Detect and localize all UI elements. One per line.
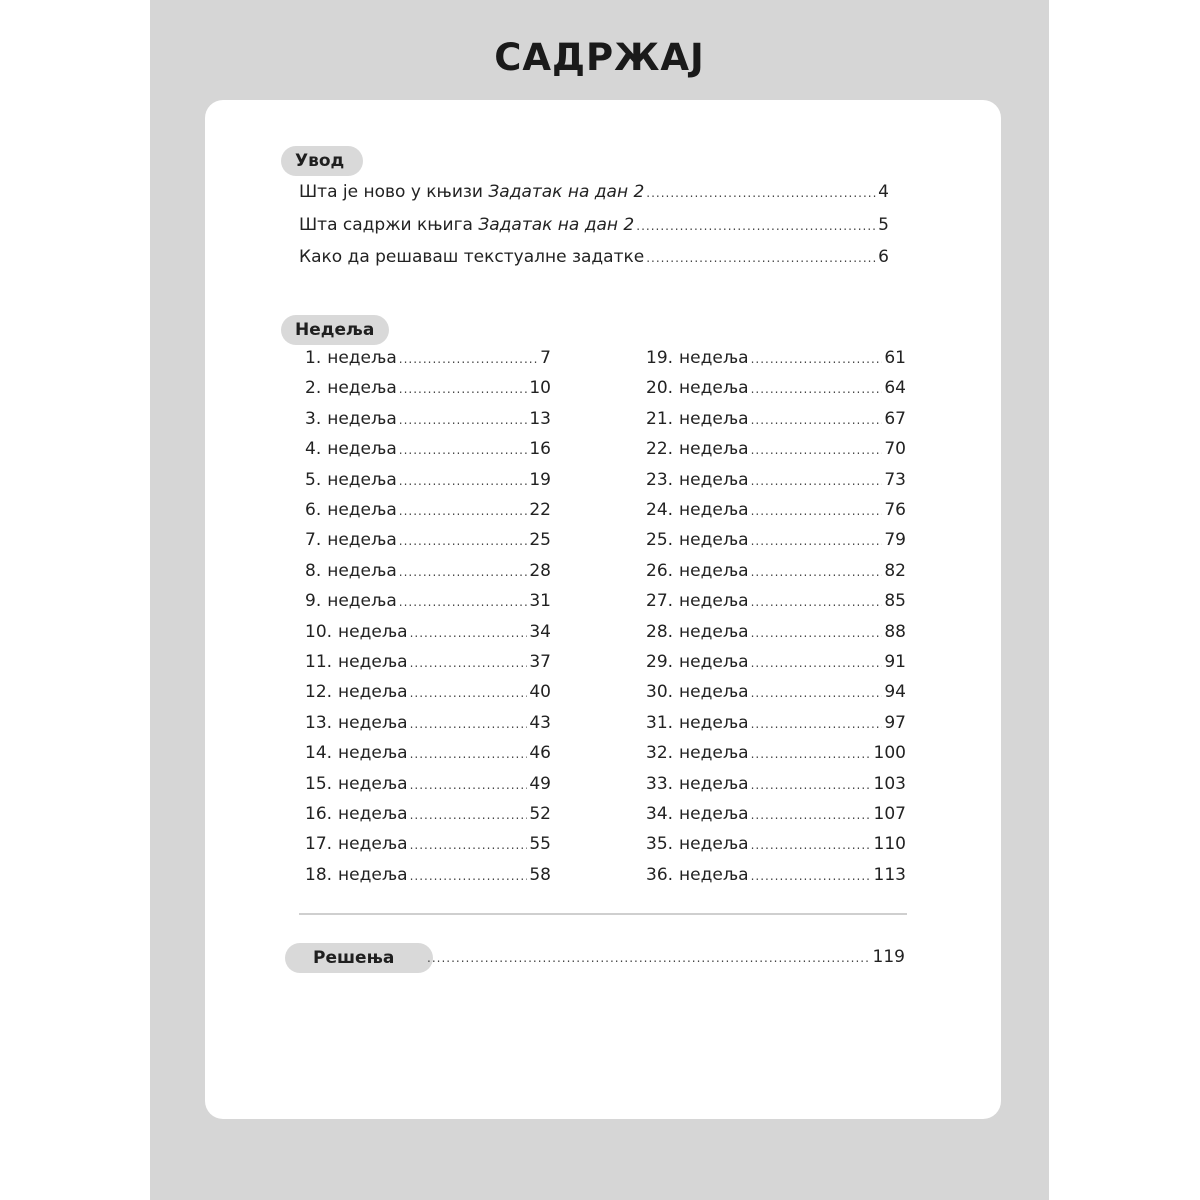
week-label: недеља (338, 864, 408, 885)
week-number: 20. (646, 378, 674, 399)
week-label: недеља (327, 408, 397, 429)
week-page: 70 (884, 439, 906, 460)
week-entry[interactable] (305, 348, 551, 378)
week-number: 16. (305, 804, 333, 824)
toc-entry-label: Како да решаваш текстуалне задатке (299, 247, 645, 267)
leader-dots (751, 352, 883, 366)
week-entry[interactable] (305, 743, 551, 773)
leader-dots (410, 869, 528, 883)
week-label: недеља (679, 378, 749, 399)
week-label: недеља (327, 560, 397, 581)
week-page: 22 (529, 500, 551, 520)
week-label: недеља (338, 773, 408, 794)
week-number: 26. (646, 560, 674, 581)
week-page: 55 (529, 834, 551, 855)
week-page: 13 (529, 408, 551, 429)
leader-dots (399, 595, 528, 609)
week-page: 61 (884, 348, 906, 368)
week-label: недеља (679, 500, 749, 520)
week-page: 73 (884, 469, 906, 490)
week-entry[interactable] (305, 713, 551, 743)
week-number: 14. (305, 743, 333, 764)
week-number: 28. (646, 621, 674, 642)
week-entry[interactable] (646, 500, 906, 530)
week-entry[interactable] (646, 530, 906, 560)
week-number: 7. (305, 530, 322, 551)
week-entry[interactable] (305, 409, 551, 439)
week-number: 5. (305, 469, 322, 490)
week-number: 29. (646, 652, 674, 672)
toc-entry[interactable] (299, 247, 889, 267)
week-label: недеља (327, 469, 397, 490)
week-label: недеља (338, 743, 408, 764)
week-label: недеља (679, 560, 749, 581)
leader-dots (751, 747, 872, 761)
week-number: 31. (646, 712, 674, 733)
week-entry[interactable] (646, 774, 906, 804)
contents-card (205, 100, 1001, 1119)
leader-dots (751, 382, 883, 396)
week-entry[interactable] (305, 439, 551, 469)
week-page: 67 (884, 408, 906, 429)
leader-dots (751, 808, 872, 822)
week-number: 3. (305, 408, 322, 429)
week-entry[interactable] (646, 470, 906, 500)
week-number: 22. (646, 439, 674, 460)
week-page: 113 (873, 864, 906, 885)
leader-dots (410, 838, 528, 852)
week-entry[interactable] (646, 622, 906, 652)
week-page: 49 (529, 773, 551, 794)
leader-dots (410, 686, 528, 700)
week-page: 91 (884, 652, 906, 672)
week-label: недеља (327, 348, 397, 368)
week-entry[interactable] (646, 652, 906, 682)
week-page: 76 (884, 500, 906, 520)
week-label: недеља (338, 834, 408, 855)
intro-heading: Увод (281, 146, 363, 176)
week-label: недеља (679, 652, 749, 672)
week-entry[interactable] (646, 865, 906, 895)
week-label: недеља (338, 804, 408, 824)
week-number: 33. (646, 773, 674, 794)
week-label: недеља (679, 469, 749, 490)
week-number: 2. (305, 378, 322, 399)
solutions-heading: Решења (285, 943, 433, 973)
book-page (150, 0, 1049, 1200)
leader-dots (751, 656, 883, 670)
leader-dots (410, 778, 528, 792)
toc-entry-label: Шта садржи књига Задатак на дан 2 (299, 215, 635, 235)
leader-dots (427, 951, 871, 965)
week-label: недеља (679, 682, 749, 703)
week-page: 82 (884, 560, 906, 581)
week-entry[interactable] (646, 378, 906, 408)
week-entry[interactable] (646, 713, 906, 743)
solutions-entry[interactable] (425, 947, 905, 967)
page-title: САДРЖАЈ (494, 36, 705, 79)
week-entry[interactable] (305, 500, 551, 530)
week-label: недеља (338, 621, 408, 642)
week-label: недеља (679, 743, 749, 764)
leader-dots (751, 626, 883, 640)
week-label: недеља (679, 834, 749, 855)
week-entry[interactable] (646, 561, 906, 591)
week-number: 4. (305, 439, 322, 460)
week-label: недеља (679, 773, 749, 794)
leader-dots (751, 565, 883, 579)
week-page: 97 (884, 712, 906, 733)
week-page: 58 (529, 864, 551, 885)
leader-dots (399, 443, 528, 457)
week-label: недеља (327, 500, 397, 520)
leader-dots (751, 534, 883, 548)
week-label: недеља (679, 864, 749, 885)
week-label: недеља (327, 439, 397, 460)
leader-dots (410, 626, 528, 640)
week-page: 16 (529, 439, 551, 460)
week-entry[interactable] (646, 804, 906, 834)
week-number: 9. (305, 591, 322, 612)
week-entry[interactable] (305, 652, 551, 682)
week-label: недеља (679, 804, 749, 824)
week-entry[interactable] (646, 682, 906, 712)
week-number: 30. (646, 682, 674, 703)
week-number: 8. (305, 560, 322, 581)
week-number: 36. (646, 864, 674, 885)
week-entry[interactable] (305, 865, 551, 895)
week-number: 13. (305, 712, 333, 733)
week-label: недеља (679, 348, 749, 368)
week-page: 52 (529, 804, 551, 824)
week-number: 11. (305, 652, 333, 672)
leader-dots (399, 474, 528, 488)
week-entry[interactable] (305, 834, 551, 864)
toc-entry-page: 5 (878, 215, 889, 235)
week-page: 28 (529, 560, 551, 581)
week-entry[interactable] (646, 439, 906, 469)
week-number: 23. (646, 469, 674, 490)
week-page: 46 (529, 743, 551, 764)
week-label: недеља (327, 530, 397, 551)
week-page: 94 (884, 682, 906, 703)
week-entry[interactable] (305, 561, 551, 591)
week-label: недеља (679, 439, 749, 460)
toc-entry-label: Шта је ново у књизи Задатак на дан 2 (299, 182, 645, 202)
week-number: 15. (305, 773, 333, 794)
week-page: 40 (529, 682, 551, 703)
toc-entry[interactable] (299, 215, 889, 235)
week-entry[interactable] (646, 743, 906, 773)
leader-dots (636, 219, 876, 233)
week-number: 6. (305, 500, 322, 520)
week-page: 34 (529, 621, 551, 642)
week-page: 43 (529, 712, 551, 733)
week-label: недеља (338, 712, 408, 733)
week-number: 27. (646, 591, 674, 612)
leader-dots (751, 443, 883, 457)
week-page: 79 (884, 530, 906, 551)
week-label: недеља (679, 530, 749, 551)
leader-dots (410, 747, 528, 761)
week-page: 10 (529, 378, 551, 399)
weeks-heading: Недеља (281, 315, 389, 345)
leader-dots (410, 808, 528, 822)
week-entry[interactable] (305, 774, 551, 804)
week-entry[interactable] (305, 804, 551, 834)
week-page: 25 (529, 530, 551, 551)
week-entry[interactable] (305, 591, 551, 621)
leader-dots (646, 186, 876, 200)
week-page: 64 (884, 378, 906, 399)
leader-dots (751, 838, 872, 852)
week-page: 85 (884, 591, 906, 612)
week-page: 100 (873, 743, 906, 764)
week-entry[interactable] (646, 834, 906, 864)
leader-dots (751, 869, 872, 883)
leader-dots (751, 778, 872, 792)
week-entry[interactable] (646, 348, 906, 378)
week-entry[interactable] (305, 470, 551, 500)
week-number: 18. (305, 864, 333, 885)
week-entry[interactable] (305, 378, 551, 408)
week-page: 7 (540, 348, 551, 368)
week-label: недеља (679, 408, 749, 429)
week-entry[interactable] (305, 682, 551, 712)
leader-dots (399, 382, 528, 396)
leader-dots (399, 352, 538, 366)
week-number: 35. (646, 834, 674, 855)
week-entry[interactable] (305, 622, 551, 652)
week-number: 24. (646, 500, 674, 520)
week-page: 107 (873, 804, 906, 824)
week-entry[interactable] (646, 409, 906, 439)
week-number: 25. (646, 530, 674, 551)
week-number: 17. (305, 834, 333, 855)
week-number: 19. (646, 348, 674, 368)
week-label: недеља (338, 682, 408, 703)
leader-dots (751, 595, 883, 609)
leader-dots (399, 413, 528, 427)
leader-dots (751, 413, 883, 427)
toc-entry[interactable] (299, 182, 889, 202)
week-page: 110 (873, 834, 906, 855)
leader-dots (646, 251, 876, 265)
week-label: недеља (327, 591, 397, 612)
solutions-page: 119 (872, 947, 905, 967)
week-page: 103 (873, 773, 906, 794)
week-label: недеља (679, 712, 749, 733)
week-page: 19 (529, 469, 551, 490)
leader-dots (399, 565, 528, 579)
leader-dots (410, 717, 528, 731)
week-label: недеља (327, 378, 397, 399)
week-page: 31 (529, 591, 551, 612)
week-entry[interactable] (305, 530, 551, 560)
leader-dots (399, 534, 528, 548)
toc-entry-page: 6 (878, 247, 889, 267)
week-number: 32. (646, 743, 674, 764)
leader-dots (410, 656, 528, 670)
week-label: недеља (338, 652, 408, 672)
week-page: 37 (529, 652, 551, 672)
toc-entry-page: 4 (878, 182, 889, 202)
week-number: 10. (305, 621, 333, 642)
week-number: 21. (646, 408, 674, 429)
leader-dots (751, 504, 883, 518)
week-page: 88 (884, 621, 906, 642)
week-label: недеља (679, 591, 749, 612)
week-number: 12. (305, 682, 333, 703)
leader-dots (751, 474, 883, 488)
week-entry[interactable] (646, 591, 906, 621)
week-number: 34. (646, 804, 674, 824)
leader-dots (399, 504, 528, 518)
section-divider (299, 913, 907, 915)
leader-dots (751, 717, 883, 731)
leader-dots (751, 686, 883, 700)
week-label: недеља (679, 621, 749, 642)
week-number: 1. (305, 348, 322, 368)
